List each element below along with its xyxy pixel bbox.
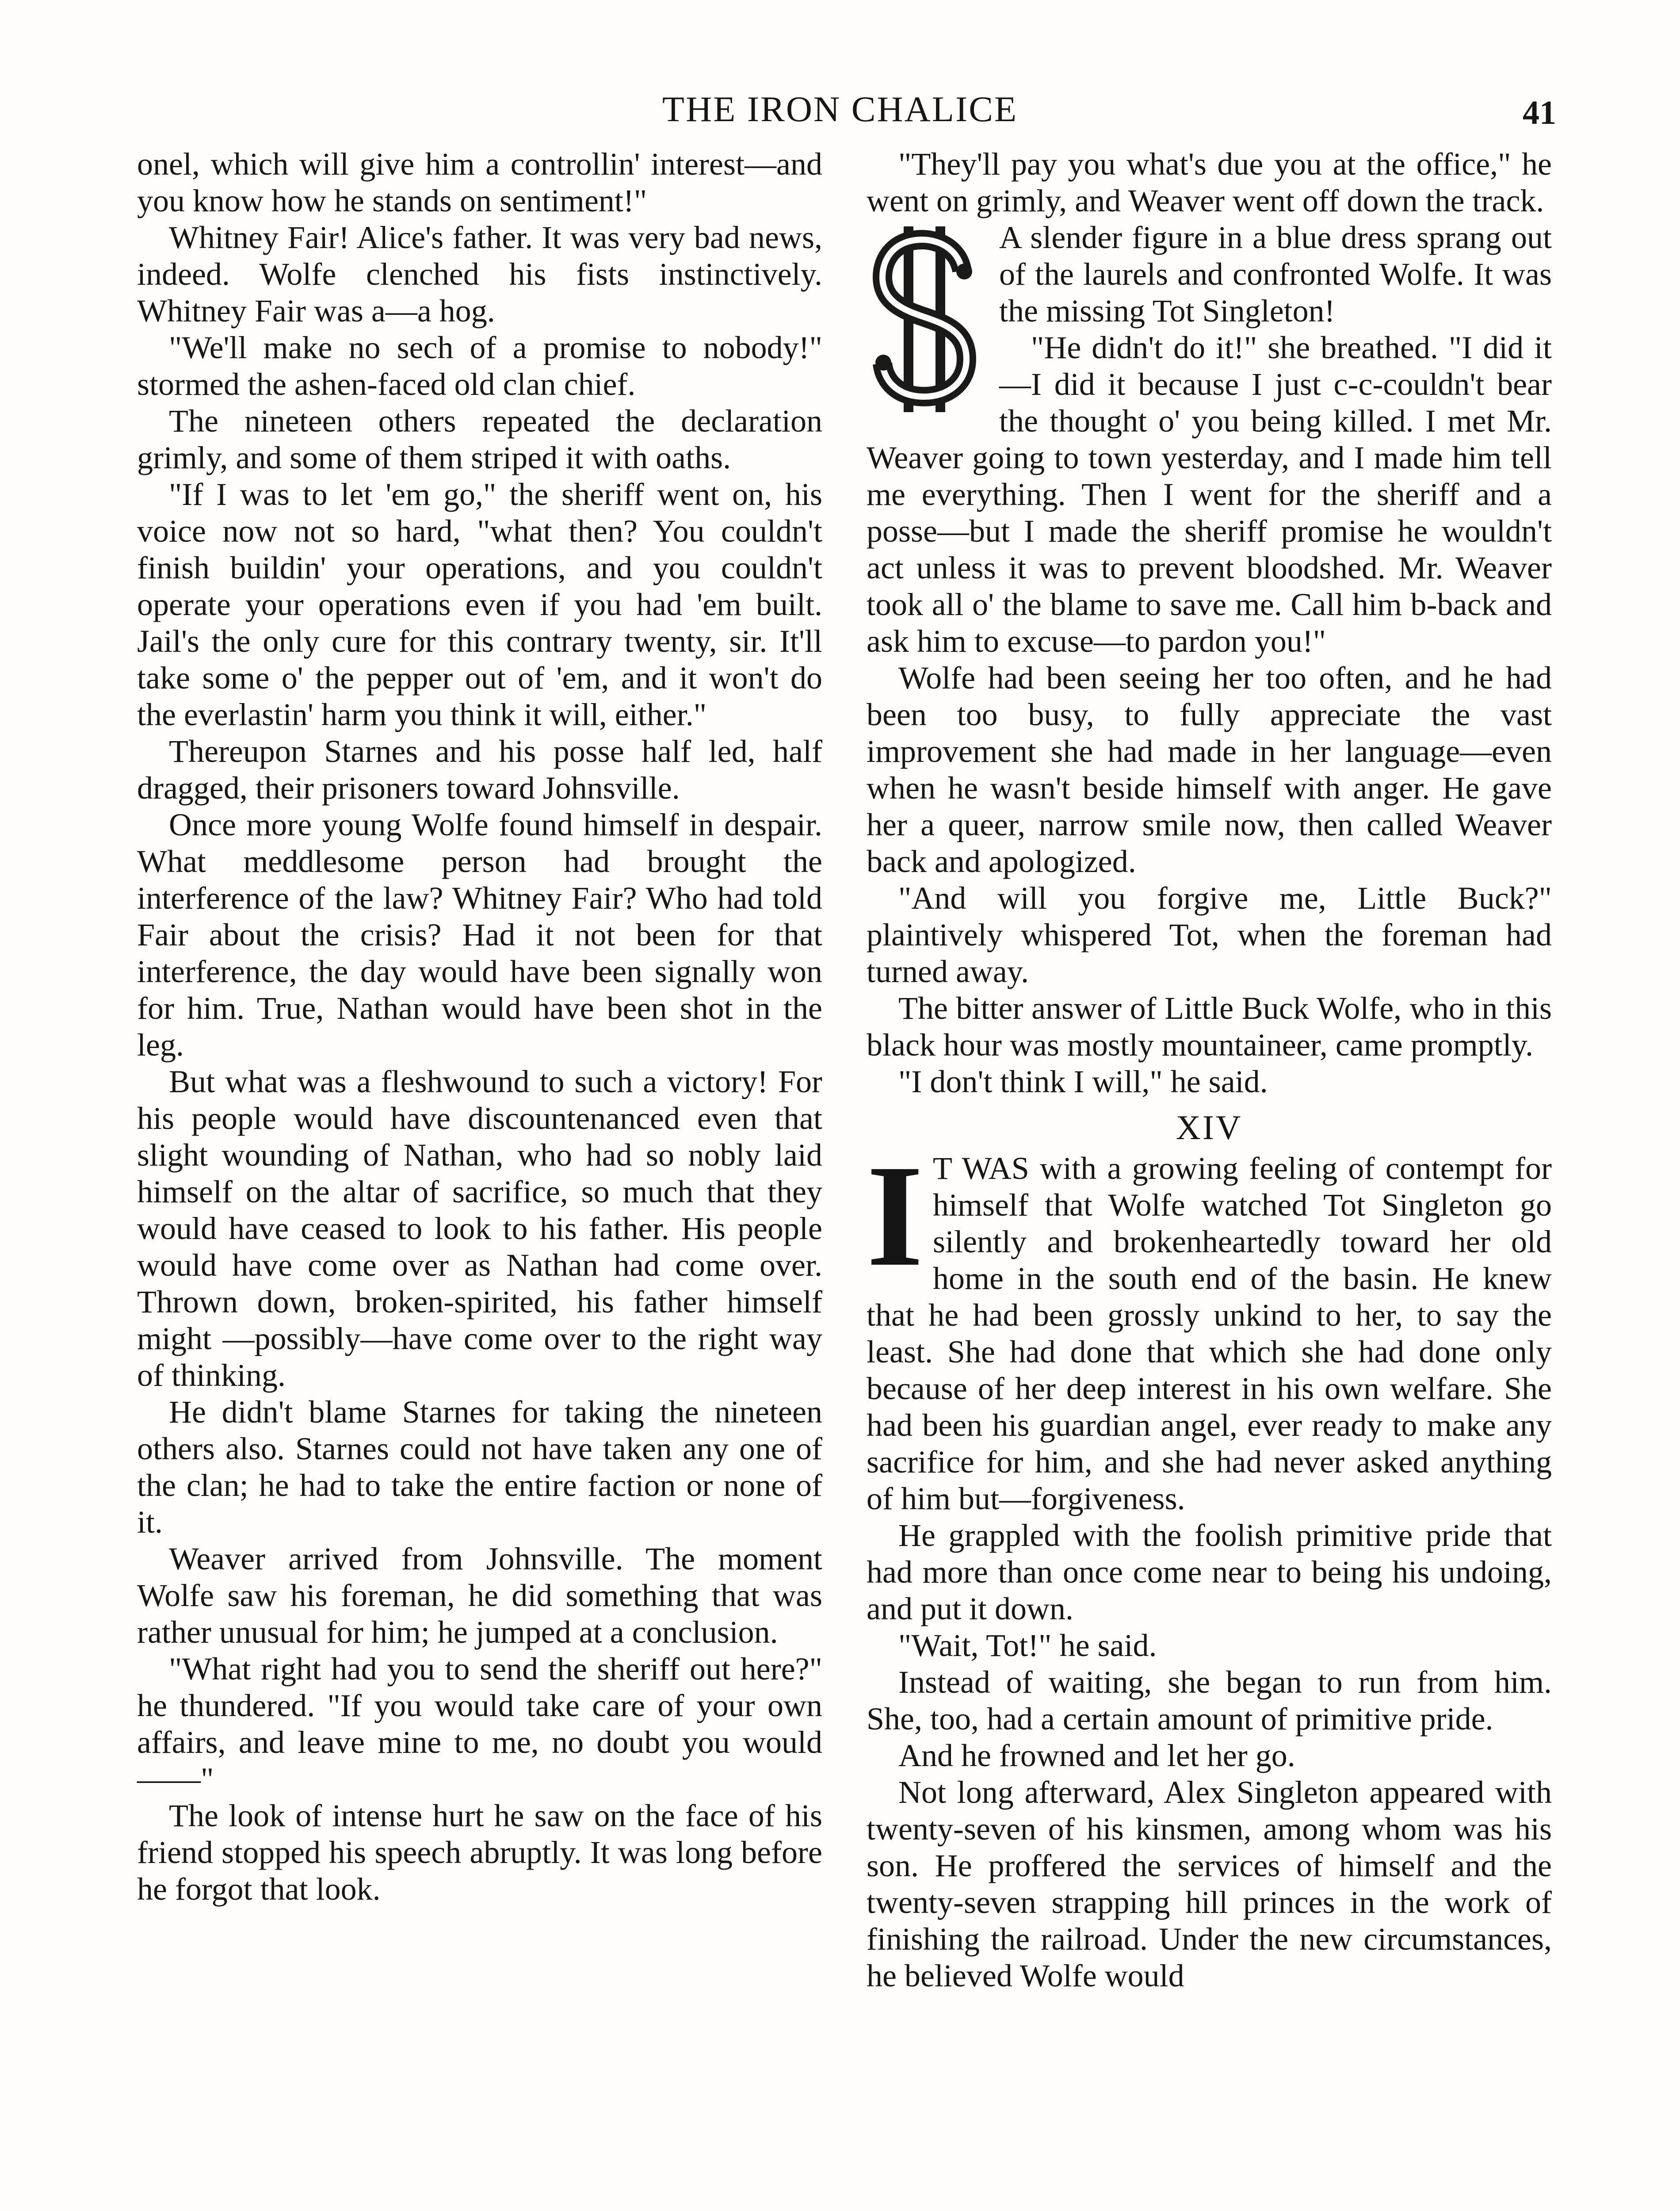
paragraph: The nineteen others repeated the declaration grimly, and some of them striped it with oaths. [137,403,822,475]
paragraph: Weaver arrived from Johnsville. The moment Wolfe saw his foreman, he did something that was rather unusual for him; he jumped at a conclusion. [137,1541,822,1650]
paragraph: onel, which will give him a controllin' interest—and you know how he stands on sentiment!" [137,146,822,218]
paragraph: T WAS with a growing feeling of contempt for himself that Wolfe watched Tot Singleton go silently and brokenheartedly toward her old home in the south end of the basin. He knew that he had been grossly unkind to her, to say the least. She had done that which she had done only because of her deep interest in his own welfare. She had been his guardian angel, ever ready to make any sacrifice for him, and she had never asked anything of him but—forgiveness. [867,1151,1552,1516]
paragraph: Not long afterward, Alex Singleton appeared with twenty-seven of his kinsmen, among whom was his son. He proffered the services of himself and the twenty-seven strapping hill princes in the work of finishing the railroad. Under the new circumstances, he believed Wolfe would [867,1775,1552,1993]
decorative-dollar-dropcap-icon [865,222,984,417]
page-number: 41 [1523,94,1556,131]
chapter-opening [867,1135,1552,1517]
paragraph: Whitney Fair! Alice's father. It was very bad news, indeed. Wolfe clenched his fists instinctively. Whitney Fair was a—a hog. [137,220,822,329]
left-column [137,146,822,1908]
paragraph: "And will you forgive me, Little Buck?" plaintively whispered Tot, when the foreman had turned away. [867,880,1552,989]
paragraph: "He didn't do it!" she breathed. "I did it—I did it because I just c-c-couldn't bear the thought o' you being killed. I met Mr. Weaver going to town yesterday, and I made him tell me everything. Then I went for the sheriff and a posse—but I made the sheriff promise he wouldn't act unless it was to prevent bloodshed. Mr. Weaver took all o' the blame to save me. Call him b-back and ask him to excuse—to pardon you!" [867,330,1552,659]
right-column [867,146,1552,1994]
paragraph: "They'll pay you what's due you at the office," he went on grimly, and Weaver went off down the track. [867,146,1552,218]
paragraph: The look of intense hurt he saw on the face of his friend stopped his speech abruptly. It was long before he forgot that look. [137,1798,822,1907]
chapter-heading: XIV [1176,1108,1243,1147]
paragraph: The bitter answer of Little Buck Wolfe, who in this black hour was mostly mountaineer, came promptly. [867,991,1552,1063]
paragraph: Instead of waiting, she began to run from him. She, too, had a certain amount of primitive pride. [867,1664,1552,1737]
paragraph: A slender figure in a blue dress sprang out of the laurels and confronted Wolfe. It was the missing Tot Singleton! [999,220,1552,329]
running-header-title: THE IRON CHALICE [662,89,1018,129]
paragraph: "I don't think I will," he said. [898,1064,1268,1099]
paragraph: "We'll make no sech of a promise to nobody!" stormed the ashen-faced old clan chief. [137,330,822,402]
paragraph: And he frowned and let her go. [898,1738,1295,1773]
paragraph: "Wait, Tot!" he said. [898,1628,1157,1663]
paragraph: Wolfe had been seeing her too often, and he had been too busy, to fully appreciate the vast improvement she had made in her language—even when he wasn't beside himself with anger. He gave her a queer, narrow smile now, then called Weaver back and apologized. [867,660,1552,879]
chapter-dropcap-letter: I [867,1135,924,1297]
paragraph: "If I was to let 'em go," the sheriff went on, his voice now not so hard, "what then? You couldn't finish buildin' your operations, and you couldn't operate your operations even if you had 'em built. Jail's the only cure for this contrary twenty, sir. It'll take some o' the pepper out of 'em, and it won't do the everlastin' harm you think it will, either." [137,477,822,732]
paragraph: He grappled with the foolish primitive pride that had more than once come near to being his undoing, and put it down. [867,1518,1552,1626]
paragraph: "What right had you to send the sheriff out here?" he thundered. "If you would take care of your own affairs, and leave mine to me, no doubt you would——" [137,1651,822,1797]
paragraph: Once more young Wolfe found himself in despair. What meddlesome person had brought the interference of the law? Whitney Fair? Who had told Fair about the crisis? Had it not been for that interference, the day would have been signally won for him. True, Nathan would have been shot in the leg. [137,807,822,1063]
dropcap-section [867,219,1552,660]
paragraph: But what was a fleshwound to such a victory! For his people would have discountenanced even that slight wounding of Nathan, who had so nobly laid himself on the altar of sacrifice, so much that they would have ceased to look to his father. His people would have come over as Nathan had come over. Thrown down, broken-spirited, his father himself might —possibly—have come over to the right way of thinking. [137,1064,822,1393]
paragraph: He didn't blame Starnes for taking the nineteen others also. Starnes could not have taken any one of the clan; he had to take the entire faction or none of it. [137,1394,822,1540]
paragraph: Thereupon Starnes and his posse half led, half dragged, their prisoners toward Johnsville. [137,734,822,806]
